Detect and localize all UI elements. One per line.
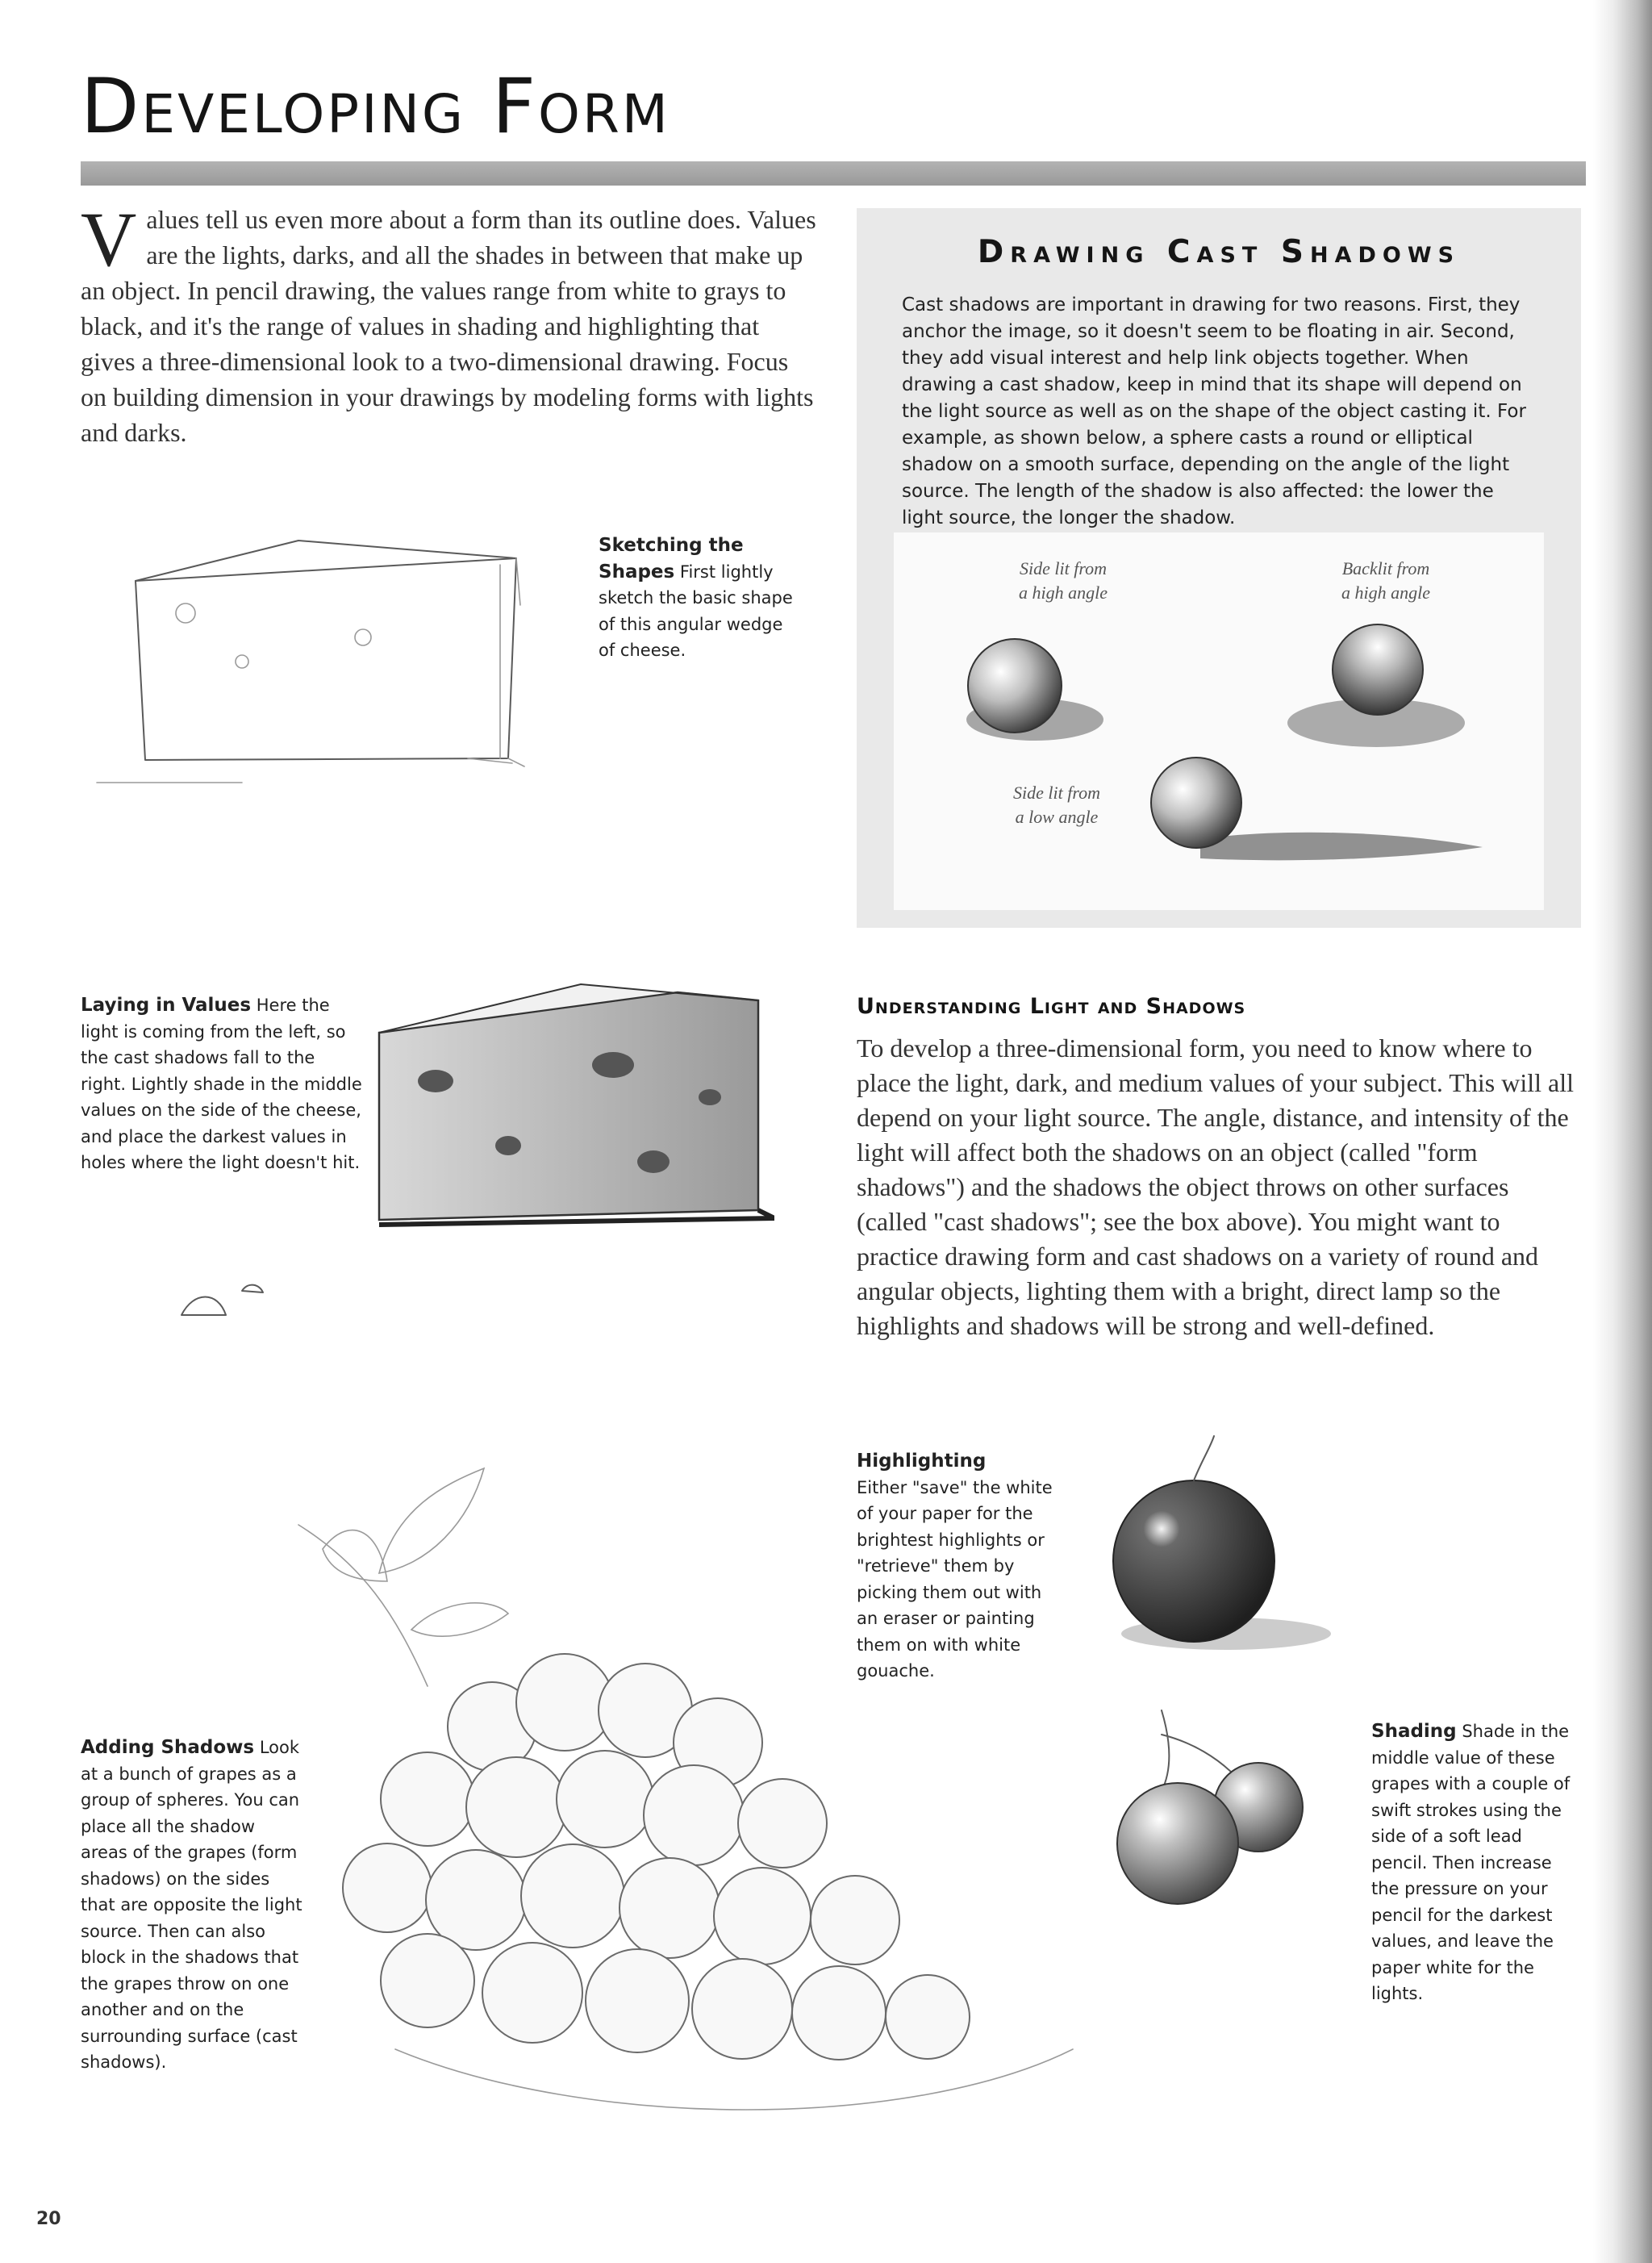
intro-paragraph: [81, 196, 819, 450]
sphere-cast-shadow: [1200, 833, 1483, 861]
caption-label: Laying in Values: [81, 995, 252, 1016]
grape: [811, 1876, 899, 1964]
cast-shadows-title: Drawing Cast Shadows: [977, 234, 1461, 270]
grape: [381, 1752, 474, 1846]
understanding-heading: Understanding Light and Shadows: [857, 994, 1246, 1019]
cheese-top-edge: [136, 541, 516, 581]
grape: [692, 1959, 792, 2059]
cast-shadows-body: Cast shadows are important in drawing for two reasons. First, they anchor the image, so it doesn't seem to be floating in air. Second, they add visual interest and help link objects together. When drawing a cast shadow, keep in mind that its shape will depend on the light source as well as on the shape of the object casting it. For example, as shown below, a sphere casts a round or elliptical shadow on a smooth surface, depending on the angle of the light source. The length of the shadow is also affected: the lower the light source, the longer the shadow.: [902, 294, 1526, 528]
drop-cap: V: [81, 196, 137, 282]
caption-label: Highlighting: [857, 1451, 987, 1472]
grape: [738, 1779, 827, 1868]
cheese-hole: [592, 1052, 634, 1078]
cheese-hole: [236, 655, 248, 668]
sphere-caption-line: a low angle: [1015, 807, 1099, 827]
caption-label: Shading: [1371, 1721, 1457, 1742]
sphere-backlit: [1333, 624, 1423, 715]
grape-leaves: [298, 1468, 508, 1686]
grape: [644, 1765, 744, 1865]
sphere-caption-line: Side lit from: [1013, 783, 1100, 803]
understanding-body: To develop a three-dimensional form, you need to know where to place the light, dark, and medium values of your subject. This will all depend on your light source. The angle, distance, and intensity of the light will affect both the shadows on an object (called "form shadows") and the shadows the object throws on other surfaces (called "cast shadows"; see the box above). You might want to practice drawing form and cast shadows on a variety of round and angular objects, lighting them with a bright, direct lamp so the highlights and shadows will be strong and well-defined.: [857, 1033, 1574, 1340]
page-title: Developing Form: [81, 63, 670, 151]
sphere-caption-line: Side lit from: [1020, 558, 1107, 578]
grape: [886, 1975, 970, 2059]
grape-bunch-sketch: [266, 1436, 1153, 2130]
cheese-outline-sketch: [81, 516, 532, 815]
grape: [557, 1751, 653, 1848]
title-rule: [81, 161, 1586, 186]
cheese-crumbs: [181, 1285, 263, 1315]
caption-text: Shade in the middle value of these grapes with a couple of swift strokes using the side of a soft lead pencil. Then increase the pressure on your pencil for the darkest values, and leave the paper white for the lights.: [1371, 1722, 1571, 2003]
intro-text: alues tell us even more about a form than its outline does. Values are the lights, darks, and all the shades in between that make up an object. In pencil drawing, the values range from white to grays to black, and it's the range of values in shading and highlighting that gives a three-dimensional look to a two-dimensional drawing. Focus on building dimension in your drawings by modeling forms with lights and darks.: [81, 205, 816, 447]
caption-text: Look at a bunch of grapes as a group of spheres. You can place all the shadow areas of the grapes (form shadows) on the sides that are opposite the light source. Then can also block in the shadows that the grapes throw on one another and on the surrounding surface (cast shadows).: [81, 1738, 302, 2072]
grape: [381, 1934, 474, 2027]
leaf-outline: [379, 1468, 484, 1573]
grape: [714, 1868, 811, 1964]
grape: [521, 1844, 624, 1948]
caption-text: Either "save" the white of your paper for the brightest highlights or "retrieve" them by picking them out with an eraser or painting them on with white gouache.: [857, 1477, 1053, 1681]
sphere-caption-line: a high angle: [1019, 582, 1108, 603]
sphere-side-low: [1151, 758, 1241, 848]
cheese-hole: [355, 629, 371, 645]
leaf-outline: [411, 1603, 508, 1636]
cheese-front-face: [136, 558, 516, 760]
cheese-shaded-sketch: [145, 968, 774, 1355]
grape: [343, 1843, 432, 1932]
caption-sketching: [599, 532, 800, 664]
sphere-caption-line: Backlit from: [1341, 558, 1430, 578]
grape: [792, 1966, 886, 2060]
caption-label: Sketching the Shapes: [599, 535, 744, 582]
grape: [482, 1943, 582, 2043]
cheese-hole: [699, 1089, 721, 1105]
caption-text: Here the light is coming from the left, so the cast shadows fall to the right. Lightly shade in the middle values on the side of the cheese, and place the darkest values in holes where the light doesn't hit.: [81, 996, 362, 1172]
sphere-caption-line: a high angle: [1341, 582, 1430, 603]
grape-stem: [1194, 1436, 1214, 1480]
cheese-hole: [176, 603, 195, 623]
sphere-shadow-sketches: [894, 532, 1544, 910]
cheese-hole: [418, 1070, 453, 1092]
cheese-hole: [495, 1136, 521, 1155]
cheese-sketch-lines: [97, 558, 524, 783]
grape: [466, 1757, 566, 1857]
leaf-outline: [323, 1530, 387, 1581]
page-gutter-shadow: [1593, 0, 1652, 2263]
cheese-side: [379, 992, 758, 1220]
cheese-sketch-lines: [468, 565, 512, 763]
grape: [586, 1949, 689, 2052]
sphere-side-high: [968, 639, 1062, 733]
page-number: 20: [36, 2209, 61, 2229]
grape-stem: [298, 1525, 428, 1686]
grape-spheres: [343, 1654, 970, 2060]
caption-shading: [1371, 1718, 1581, 2007]
grape: [620, 1858, 720, 1958]
cheese-hole: [637, 1150, 670, 1173]
caption-label: Adding Shadows: [81, 1737, 255, 1758]
caption-text: First lightly sketch the basic shape of this angular wedge of cheese.: [599, 562, 793, 660]
